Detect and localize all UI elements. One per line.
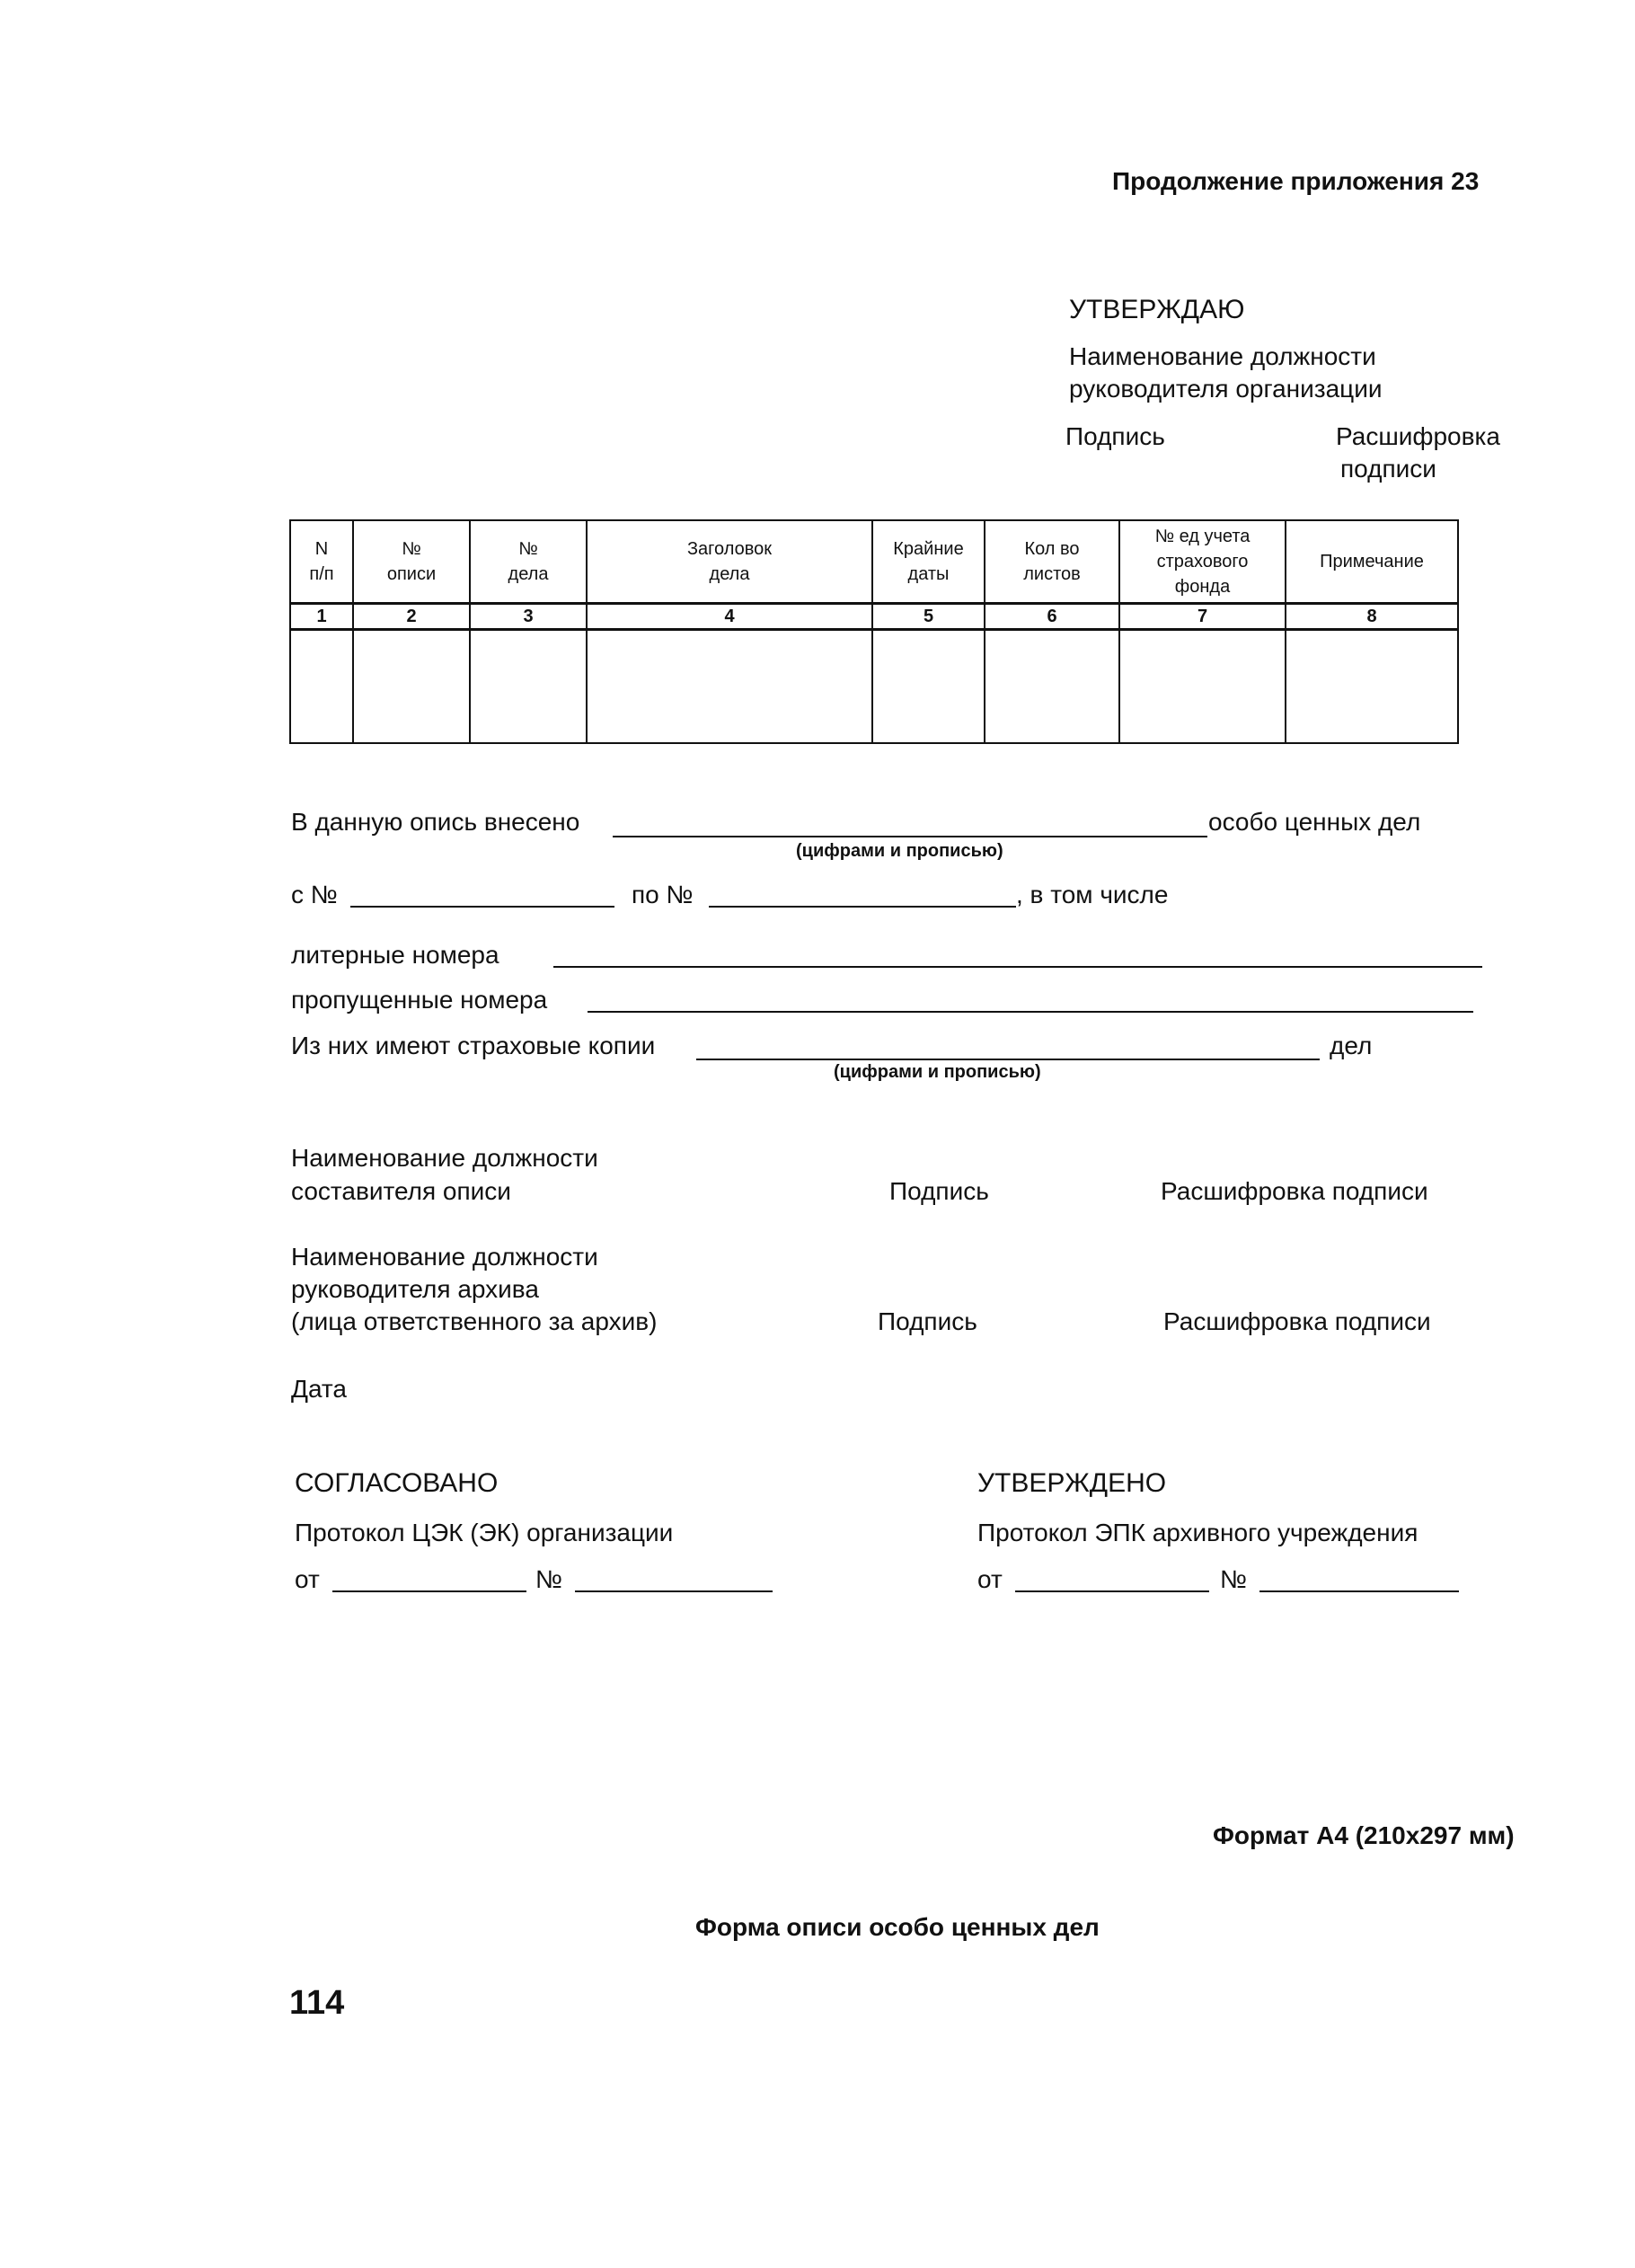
table-cell — [1286, 630, 1458, 744]
entered-suffix: особо ценных дел — [1208, 808, 1421, 836]
insurance-copies-label: Из них имеют страховые копии — [291, 1032, 656, 1059]
missed-numbers-field[interactable] — [588, 1011, 1473, 1013]
agreed-protocol: Протокол ЦЭК (ЭК) организации — [295, 1519, 674, 1546]
missed-numbers-label: пропущенные номера — [291, 986, 548, 1014]
agreed-date-field[interactable] — [332, 1590, 526, 1592]
table-empty-row — [290, 630, 1458, 744]
agreed-from-label: от — [295, 1565, 320, 1593]
table-cell — [985, 630, 1119, 744]
approved-protocol: Протокол ЭПК архивного учреждения — [977, 1519, 1418, 1546]
agreed-title: СОГЛАСОВАНО — [295, 1468, 499, 1498]
entered-label: В данную опись внесено — [291, 808, 580, 836]
table-number-row — [290, 604, 1458, 630]
to-number-label: по № — [632, 881, 694, 908]
column-number: 5 — [872, 604, 985, 630]
approve-decode-line1: Расшифровка — [1336, 422, 1500, 450]
approve-position-line1: Наименование должности — [1069, 342, 1376, 370]
table-cell — [587, 630, 872, 744]
approved-title: УТВЕРЖДЕНО — [977, 1468, 1167, 1498]
column-number: 8 — [1286, 604, 1458, 630]
table-cell — [872, 630, 985, 744]
agreed-number-field[interactable] — [575, 1590, 773, 1592]
approved-number-label: № — [1220, 1565, 1248, 1593]
paper-format: Формат А4 (210х297 мм) — [1213, 1821, 1515, 1849]
archive-head-decode-label: Расшифровка подписи — [1163, 1307, 1431, 1335]
date-label: Дата — [291, 1375, 348, 1403]
including-label: , в том числе — [1016, 881, 1169, 908]
archive-head-line3: (лица ответственного за архив) — [291, 1307, 658, 1335]
inventory-table — [289, 519, 1459, 744]
to-number-field[interactable] — [709, 906, 1016, 908]
approve-decode-line2: подписи — [1340, 455, 1436, 483]
compiler-decode-label: Расшифровка подписи — [1161, 1177, 1428, 1205]
column-header: N п/п — [290, 520, 353, 604]
column-number: 4 — [587, 604, 872, 630]
column-header: Заголовок дела — [587, 520, 872, 604]
approved-number-field[interactable] — [1259, 1590, 1459, 1592]
table-header-row — [290, 520, 1458, 604]
approved-date-field[interactable] — [1015, 1590, 1209, 1592]
approved-from-label: от — [977, 1565, 1003, 1593]
column-header: Кол во листов — [985, 520, 1119, 604]
continuation-header: Продолжение приложения 23 — [1112, 167, 1480, 195]
column-number: 6 — [985, 604, 1119, 630]
from-number-field[interactable] — [350, 906, 614, 908]
entered-caption: (цифрами и прописью) — [796, 841, 1003, 861]
table-cell — [470, 630, 587, 744]
insurance-copies-field[interactable] — [696, 1059, 1320, 1060]
column-number: 1 — [290, 604, 353, 630]
archive-head-line1: Наименование должности — [291, 1243, 598, 1271]
letter-numbers-label: литерные номера — [291, 941, 499, 969]
approve-position-line2: руководителя организации — [1069, 375, 1383, 403]
approve-signature-label: Подпись — [1065, 422, 1165, 450]
column-header: Крайние даты — [872, 520, 985, 604]
column-header: Примечание — [1286, 520, 1458, 604]
approve-title: УТВЕРЖДАЮ — [1069, 295, 1245, 324]
column-header: № дела — [470, 520, 587, 604]
insurance-copies-suffix: дел — [1330, 1032, 1373, 1059]
column-header: № описи — [353, 520, 470, 604]
column-number: 3 — [470, 604, 587, 630]
table-cell — [353, 630, 470, 744]
form-title: Форма описи особо ценных дел — [695, 1913, 1100, 1941]
agreed-number-label: № — [535, 1565, 563, 1593]
table-cell — [1119, 630, 1286, 744]
entered-count-field[interactable] — [613, 836, 1207, 837]
column-header: № ед учета страхового фонда — [1119, 520, 1286, 604]
column-number: 2 — [353, 604, 470, 630]
archive-head-line2: руководителя архива — [291, 1275, 539, 1303]
table-cell — [290, 630, 353, 744]
compiler-signature-label: Подпись — [889, 1177, 989, 1205]
column-number: 7 — [1119, 604, 1286, 630]
compiler-position-line2: составителя описи — [291, 1177, 511, 1205]
letter-numbers-field[interactable] — [553, 966, 1482, 968]
insurance-caption: (цифрами и прописью) — [834, 1062, 1041, 1082]
archive-head-signature-label: Подпись — [878, 1307, 977, 1335]
compiler-position-line1: Наименование должности — [291, 1144, 598, 1172]
page-number: 114 — [289, 1984, 345, 2022]
from-number-label: с № — [291, 881, 338, 908]
